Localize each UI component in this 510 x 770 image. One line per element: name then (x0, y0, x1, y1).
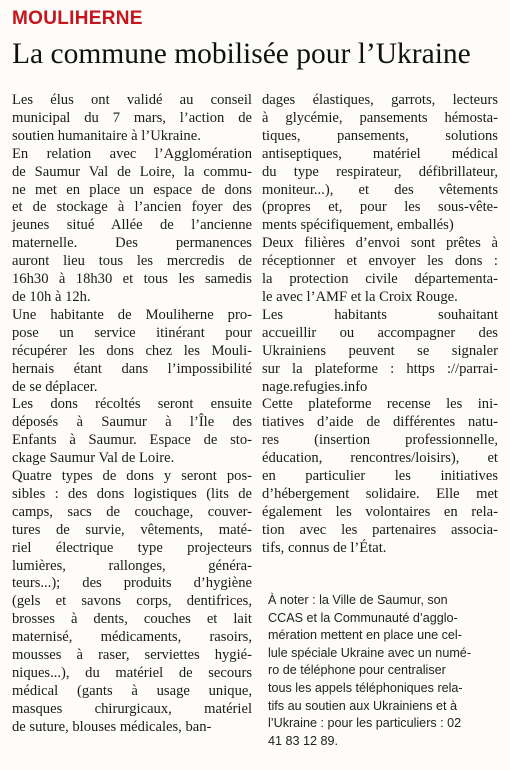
text-line: tifs, connus de l’État. (262, 539, 387, 556)
text-line: Les élus ont validé au conseil (12, 92, 252, 108)
text-line: municipal du 7 mars, l’action de (12, 109, 252, 126)
text-line: Cette plateforme recense les ini- (262, 396, 498, 413)
paragraph (262, 235, 498, 307)
paragraph (262, 396, 498, 557)
note-box (268, 592, 500, 750)
article-kicker: MOULIHERNE (12, 8, 143, 29)
text-line: brosses à dents, couches et lait (12, 611, 252, 628)
paragraph (12, 307, 252, 397)
paragraph (12, 92, 252, 146)
note-line: ro de téléphone pour centraliser (268, 663, 446, 678)
text-line: le avec l’AMF et la Croix Rouge. (262, 288, 458, 305)
text-line: Enfants à Saumur. Espace de sto- (12, 432, 252, 449)
text-line: tures de survie, vêtements, maté- (12, 521, 252, 538)
text-line: accueillir ou accompagner des (262, 324, 498, 341)
text-line: teurs...); des produits d’hygiène (12, 575, 252, 592)
article-column-2 (262, 92, 498, 558)
text-line: riel électrique type projecteurs (12, 539, 252, 556)
note-line: l’Ukraine : pour les particuliers : 02 (268, 716, 462, 731)
text-line: ne met en place un espace de dons (12, 181, 252, 198)
text-line: également les volontaires en rela- (262, 503, 498, 520)
text-line: res (insertion professionnelle, (262, 432, 498, 449)
text-line: la protection civile départementa- (262, 271, 498, 288)
text-line: d’hébergement solidaire. Elle met (262, 485, 498, 502)
text-line: lumières, rallonges, généra- (12, 557, 252, 574)
text-line: En relation avec l’Agglomération (12, 145, 252, 162)
text-line: tiques, pansements, solutions (262, 127, 498, 144)
text-line: jeunes situé Allée de l’ancienne (12, 217, 252, 234)
text-line: ckage Saumur Val de Loire. (12, 450, 175, 467)
text-line: du type respirateur, défibrillateur, (262, 163, 498, 180)
note-line: tifs au soutien aux Ukrainiens et à (268, 698, 458, 713)
note-line: 41 83 12 89. (268, 733, 339, 748)
note-line: À noter : la Ville de Saumur, son (268, 593, 448, 607)
text-line: sibles : des dons logistiques (lits de (12, 485, 252, 502)
text-line: de se déplacer. (12, 378, 98, 395)
text-line: Ukrainiens peuvent se signaler (262, 342, 498, 359)
text-line: antiseptiques, matériel médical (262, 145, 498, 162)
text-line: Une habitante de Mouliherne pro- (12, 306, 252, 323)
text-line: ments spécifiquement, emballés) (262, 217, 454, 234)
text-line: tiatives d’aide de différentes natu- (262, 414, 498, 431)
text-line: et de stockage à l’ancien foyer des (12, 199, 252, 216)
text-line: de 10h à 12h. (12, 288, 91, 305)
text-line: soutien humanitaire à l’Ukraine. (12, 127, 201, 144)
text-line: 16h30 à 18h30 et tous les samedis (12, 271, 252, 288)
text-line: dages élastiques, garrots, lecteurs (262, 92, 498, 108)
paragraph (12, 468, 252, 737)
paragraph (12, 396, 252, 468)
note-line: lule spéciale Ukraine avec un numé- (268, 645, 472, 660)
text-line: Deux filières d’envoi sont prêtes à (262, 235, 498, 252)
text-line: tion avec les partenaires associa- (262, 521, 498, 538)
text-line: déposés à Saumur à l’Île des (12, 414, 252, 431)
article-headline: La commune mobilisée pour l’Ukraine (12, 38, 471, 70)
text-line: (propres et, pour les sous-vête- (262, 199, 498, 216)
text-line: à glycémie, pansements hémosta- (262, 109, 498, 126)
paragraph (262, 307, 498, 397)
text-line: mousses à raser, serviettes hygié- (12, 647, 252, 664)
text-line: Les dons récoltés seront ensuite (12, 396, 252, 413)
text-line: maternisé, médicaments, rasoirs, (12, 629, 252, 646)
text-line: de suture, blouses médicales, ban- (12, 718, 212, 735)
note-line: tous les appels téléphoniques rela- (268, 680, 463, 695)
text-line: Quatre types de dons y seront pos- (12, 468, 252, 485)
text-line: niques...), du matériel de secours (12, 665, 252, 681)
text-line: (gels et savons corps, dentifrices, (12, 593, 252, 610)
paragraph (12, 146, 252, 307)
text-line: camps, sacs de couchage, couver- (12, 503, 252, 520)
paragraph (262, 92, 498, 235)
text-line: hernais étant dans l’impossibilité (12, 360, 252, 377)
text-line: pose un service itinérant pour (12, 324, 252, 341)
text-line: auront lieu tous les mercredis de (12, 253, 252, 270)
text-line: en particulier les initiatives (262, 468, 498, 485)
note-line: CCAS et la Communauté d’agglo- (268, 610, 458, 625)
text-line: maternelle. Des permanences (12, 235, 252, 252)
text-line: moniteur...), et des vêtements (262, 181, 498, 198)
note-line: mération mettent en place une cel- (268, 628, 462, 643)
text-line: sur la plateforme : https ://parrai- (262, 360, 498, 377)
article-column-1 (12, 92, 252, 737)
text-line: masques chirurgicaux, matériel (12, 700, 252, 717)
text-line: récupérer les dons chez les Mouli- (12, 342, 252, 359)
text-line: nage.refugies.info (262, 378, 368, 395)
text-line: réceptionner et envoyer les dons : (262, 253, 498, 270)
text-line: médical (gants à usage unique, (12, 682, 252, 699)
text-line: de Saumur Val de Loire, la commu- (12, 163, 252, 180)
text-line: éducation, rencontres/loisirs), et (262, 450, 498, 467)
text-line: Les habitants souhaitant (262, 306, 498, 323)
